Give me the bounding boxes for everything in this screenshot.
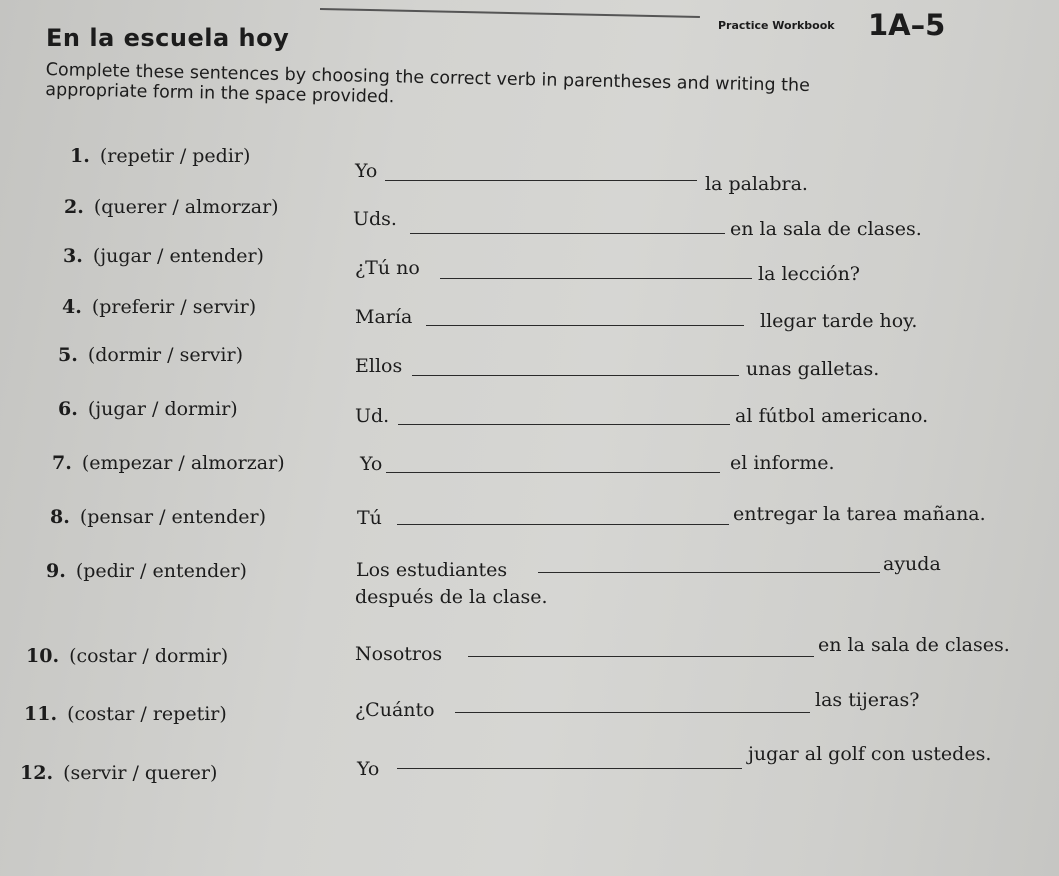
sentence-ending: en la sala de clases. <box>818 634 1010 656</box>
sentence-subject: Ellos <box>355 355 403 377</box>
verb-choices: (dormir / servir) <box>87 344 243 366</box>
item-number: 5. <box>58 344 78 366</box>
exercise-item <box>58 398 238 420</box>
item-number: 11. <box>24 703 58 725</box>
item-number: 1. <box>70 145 90 167</box>
answer-blank[interactable] <box>412 375 739 376</box>
answer-blank[interactable] <box>440 278 752 279</box>
item-number: 12. <box>20 762 54 784</box>
answer-blank[interactable] <box>386 472 720 473</box>
instructions: Complete these sentences by choosing the correct verb in parentheses and writing the appropriate form in the space provided. <box>45 60 811 108</box>
item-number: 7. <box>52 452 72 474</box>
item-number: 4. <box>62 296 82 318</box>
exercise-item <box>52 452 285 474</box>
item-number: 9. <box>46 560 66 582</box>
exercise-item <box>70 145 250 167</box>
exercise-item <box>62 296 256 318</box>
item-number: 3. <box>63 245 83 267</box>
answer-blank[interactable] <box>468 656 814 657</box>
exercise-item <box>63 245 264 267</box>
answer-blank[interactable] <box>397 768 742 769</box>
page-title: En la escuela hoy <box>46 24 290 52</box>
sentence-subject: María <box>355 306 413 328</box>
sentence-ending: la lección? <box>758 263 860 285</box>
verb-choices: (empezar / almorzar) <box>81 452 285 474</box>
verb-choices: (pensar / entender) <box>79 506 267 528</box>
sentence-ending: jugar al golf con ustedes. <box>748 743 992 765</box>
workbook-label: Practice Workbook <box>718 19 835 32</box>
sentence-ending: las tijeras? <box>815 689 920 711</box>
answer-blank[interactable] <box>398 424 730 425</box>
sentence-subject: ¿Tú no <box>355 257 420 279</box>
exercise-item <box>58 344 243 366</box>
sentence-ending: el informe. <box>730 452 835 474</box>
sentence-continuation: después de la clase. <box>355 586 548 608</box>
sentence-subject: Ud. <box>355 405 390 427</box>
sentence-subject: Uds. <box>353 208 397 230</box>
verb-choices: (jugar / dormir) <box>87 398 238 420</box>
sentence-ending: entregar la tarea mañana. <box>733 503 986 525</box>
sentence-ending: unas galletas. <box>746 358 880 380</box>
verb-choices: (costar / repetir) <box>67 703 227 725</box>
exercise-item <box>20 762 217 784</box>
exercise-item <box>26 645 228 667</box>
unit-label: 1A–5 <box>868 8 946 42</box>
verb-choices: (pedir / entender) <box>75 560 247 582</box>
sentence-ending: en la sala de clases. <box>730 218 922 240</box>
verb-choices: (preferir / servir) <box>91 296 257 318</box>
verb-choices: (querer / almorzar) <box>93 196 279 218</box>
item-number: 8. <box>50 506 70 528</box>
answer-blank[interactable] <box>410 233 725 234</box>
sentence-subject: Yo <box>357 758 380 780</box>
sentence-ending: ayuda <box>883 553 941 575</box>
exercise-item <box>64 196 279 218</box>
sentence-subject: Los estudiantes <box>356 559 508 581</box>
exercise-item <box>46 560 247 582</box>
exercise-item <box>50 506 266 528</box>
sentence-ending: la palabra. <box>705 173 808 195</box>
verb-choices: (costar / dormir) <box>69 645 229 667</box>
answer-blank[interactable] <box>397 524 729 525</box>
answer-blank[interactable] <box>455 712 810 713</box>
sentence-subject: Nosotros <box>355 643 443 665</box>
sentence-subject: Tú <box>357 507 382 529</box>
sentence-ending: llegar tarde hoy. <box>760 310 918 332</box>
sentence-subject: ¿Cuánto <box>355 699 435 721</box>
item-number: 10. <box>26 645 60 667</box>
verb-choices: (servir / querer) <box>63 762 218 784</box>
verb-choices: (repetir / pedir) <box>99 145 251 167</box>
verb-choices: (jugar / entender) <box>92 245 264 267</box>
item-number: 2. <box>64 196 84 218</box>
exercise-item <box>24 703 227 725</box>
sentence-subject: Yo <box>355 160 378 182</box>
top-rule <box>320 8 700 18</box>
sentence-subject: Yo <box>360 453 383 475</box>
item-number: 6. <box>58 398 78 420</box>
answer-blank[interactable] <box>385 180 697 181</box>
sentence-ending: al fútbol americano. <box>735 405 929 427</box>
answer-blank[interactable] <box>538 572 880 573</box>
answer-blank[interactable] <box>426 325 744 326</box>
